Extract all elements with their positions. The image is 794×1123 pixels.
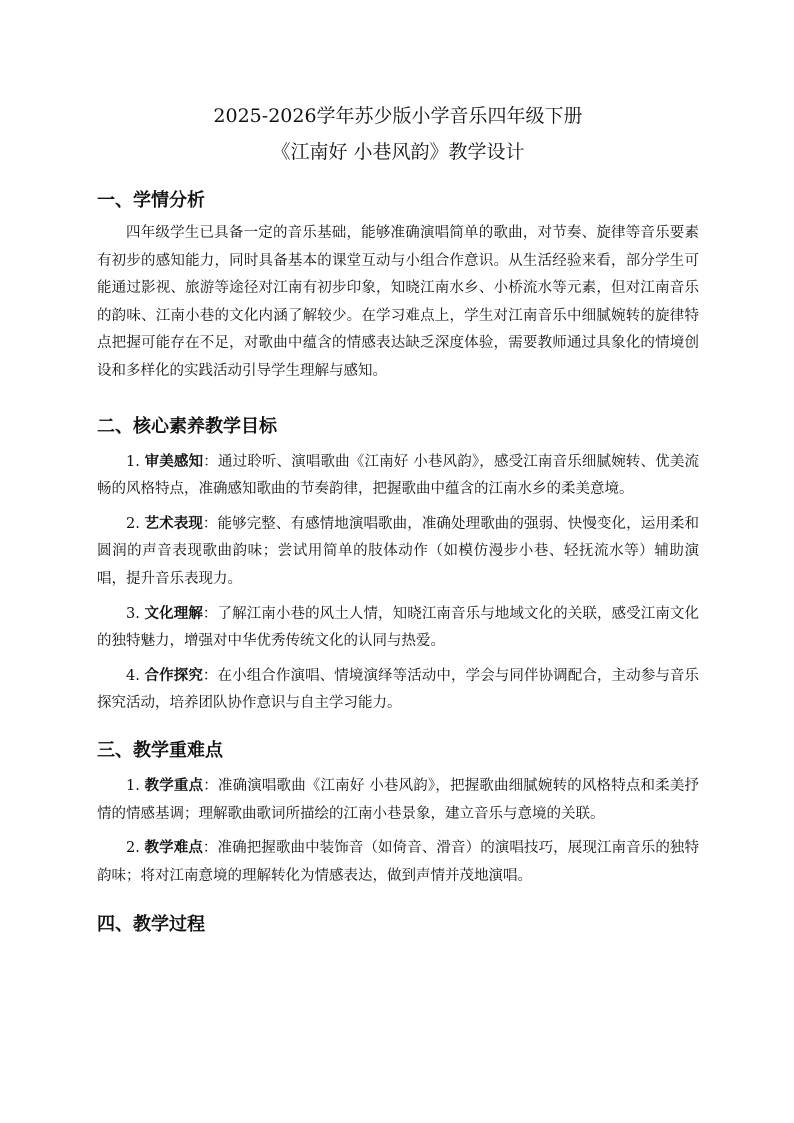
keypoint-number: 1. xyxy=(126,777,145,794)
section-heading-analysis: 一、学情分析 xyxy=(97,190,205,211)
goal-label: 文化理解 xyxy=(144,604,203,622)
keypoint-text: ：准确演唱歌曲《江南好 小巷风韵》，把握歌曲细腻婉转的风格特点和柔美抒情的情感基调；理解歌曲歌词所描绘的江南小巷景象，建立音乐与意境的关联。 xyxy=(97,777,700,822)
analysis-paragraph: 四年级学生已具备一定的音乐基础，能够准确演唱简单的歌曲，对节奏、旋律等音乐要素有初步的感知能力，同时具备基本的课堂互动与小组合作意识。从生活经验来看，部分学生可能通过影视、旅游等途径对江南有初步印象，知晓江南水乡、小桥流水等元素，但对江南音乐的韵味、江南小巷的文化内涵了解较少。在学习难点上，学生对江南音乐中细腻婉转的旋律特点把握可能存在不足，对歌曲中蕴含的情感表达缺乏深度体验，需要教师通过具象化的情境创设和多样化的实践活动引导学生理解与感知。 xyxy=(97,225,699,379)
goal-label: 合作探究 xyxy=(144,666,203,684)
goal-text: ：了解江南小巷的风土人情，知晓江南音乐与地域文化的关联，感受江南文化的独特魅力，增强对中华优秀传统文化的认同与热爱。 xyxy=(97,605,699,650)
goal-label: 艺术表现 xyxy=(144,514,203,532)
document-title-line-1: 2025-2026学年苏少版小学音乐四年级下册 xyxy=(213,105,583,127)
goal-number: 3. xyxy=(126,605,145,622)
goal-number: 1. xyxy=(126,453,145,470)
keypoint-label: 教学难点 xyxy=(144,839,203,857)
keypoint-number: 2. xyxy=(126,840,145,857)
keypoint-item xyxy=(97,834,699,890)
keypoints-list xyxy=(97,772,699,890)
section-heading-keypoints: 三、教学重难点 xyxy=(97,739,223,761)
goal-item xyxy=(97,448,699,504)
goals-list xyxy=(97,448,699,718)
section-heading-goals: 二、核心素养教学目标 xyxy=(97,415,277,437)
goal-number: 2. xyxy=(126,515,145,532)
goal-item xyxy=(97,510,699,594)
section-heading-process: 四、教学过程 xyxy=(97,914,205,936)
goal-item xyxy=(97,662,699,718)
goal-text: ：通过聆听、演唱歌曲《江南好 小巷风韵》，感受江南音乐细腻婉转、优美流畅的风格特点，准确感知歌曲的节奏韵律，把握歌曲中蕴含的江南水乡的柔美意境。 xyxy=(97,453,700,498)
keypoint-label: 教学重点 xyxy=(144,776,204,794)
goal-label: 审美感知 xyxy=(144,452,204,470)
goal-item xyxy=(97,600,699,656)
goal-text: ：能够完整、有感情地演唱歌曲，准确处理歌曲的强弱、快慢变化，运用柔和圆润的声音表现歌曲韵味；尝试用简单的肢体动作（如模仿漫步小巷、轻抚流水等）辅助演唱，提升音乐表现力。 xyxy=(97,515,699,587)
keypoint-text: ：准确把握歌曲中装饰音（如倚音、滑音）的演唱技巧，展现江南音乐的独特韵味；将对江南意境的理解转化为情感表达，做到声情并茂地演唱。 xyxy=(97,840,699,884)
goal-text: ：在小组合作演唱、情境演绎等活动中，学会与同伴协调配合，主动参与音乐探究活动，培养团队协作意识与自主学习能力。 xyxy=(97,667,699,712)
document-title-line-2: 《江南好 小巷风韵》教学设计 xyxy=(271,141,525,163)
goal-number: 4. xyxy=(126,667,145,684)
document-page xyxy=(97,100,699,940)
keypoint-item xyxy=(97,772,699,828)
